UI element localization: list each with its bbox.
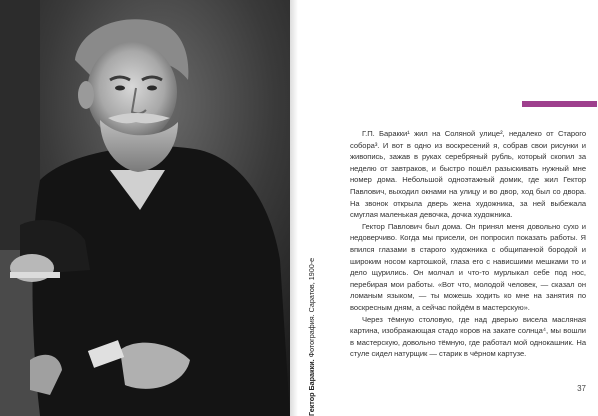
caption-details: Фотография. Саратов, 1900-е xyxy=(307,257,316,358)
article-text xyxy=(350,128,586,360)
caption-name: Гектор Баракки. xyxy=(307,359,316,416)
right-page xyxy=(298,0,598,416)
paragraph: Г.П. Баракки¹ жил на Соляной улице², недалеко от Старого собора³. И вот в одно из воскресений я, собрав свои рисунки и живопись, зажав в руках серебряный рубль, который скопил за неделю от завтраков, и быстро пошёл разыскивать нужный мне номер дома. Небольшой одноэтажный домик, где жил Гектор Павлович, выходил окнами на улицу и во двор, ход был со двора. На звонок открыла дверь жена художника, за ней выбежала смуглая маленькая девочка, дочка художника. xyxy=(350,129,586,220)
paragraph: Гектор Павлович был дома. Он принял меня довольно сухо и недоверчиво. Когда мы присели, он попросил показать работы. Я впился глазами в старого художника с общипанной бородой и широким носом картошкой, глаза его с нависшими мешками то и дело щурились. Он молчал и что-то мурлыкал себе под нос, перебирая мои работы. «Вот что, молодой человек, — сказал он ломаным языком, — ты можешь ходить ко мне на занятия по воскресным дням, а сейчас пойдём в мастерскую». xyxy=(350,221,586,312)
portrait-photograph xyxy=(0,0,290,416)
page-gutter xyxy=(290,0,298,416)
paragraph: Через тёмную столовую, где над дверью висела масляная картина, изображающая стадо коров на закате солнца⁴, мы вошли в мастерскую, довольно тёмную, где работал мой однокашник. На стуле сидел натурщик — старик в чёрном картузе. xyxy=(350,314,586,359)
left-page xyxy=(0,0,298,416)
page-number: 37 xyxy=(577,384,586,393)
accent-bar xyxy=(522,101,597,107)
